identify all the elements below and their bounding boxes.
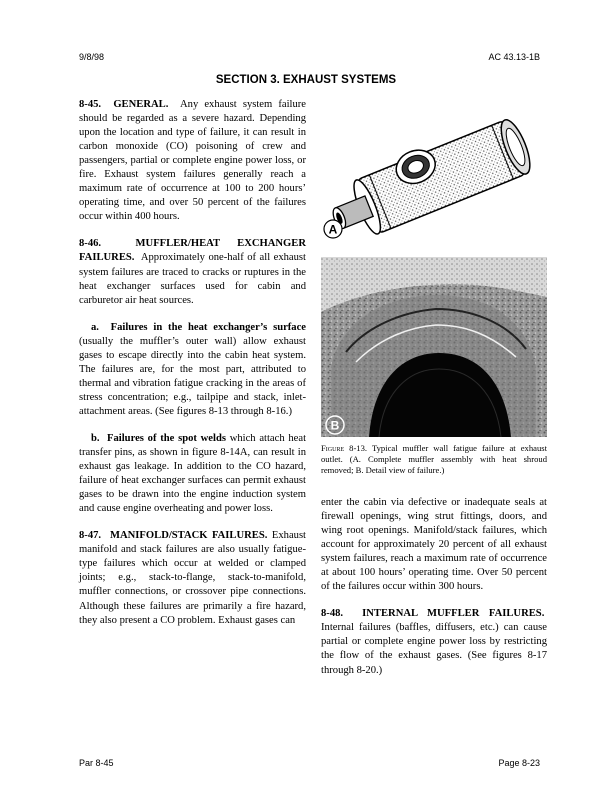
figure-label-a: A <box>328 222 338 237</box>
subpar-heading: Failures of the spot welds <box>107 432 226 444</box>
paragraph-8-45 <box>79 98 306 224</box>
par-text: Any exhaust system failure should be regarded as a severe hazard. Depending upon the location and type of failure, it can result in carbon monoxide (CO) poisoning of crew and passengers, partial or complete engine power loss, or fire. Exhaust system failures generally reach a maximum rate of occurrence at 100 to 200 hours’ operating time, and over 50 percent of the failures occur within 400 hours. <box>79 99 307 223</box>
footer-page-number: Page 8-23 <box>498 758 540 768</box>
caption-text: Typical muffler wall fatigue failure at exhaust outlet. (A. Complete muffler assembly with heat shroud removed; B. Detail view of failure.) <box>321 443 547 476</box>
par-heading: INTERNAL MUFFLER FAILURES. <box>362 608 545 620</box>
subpar-label: a. <box>91 321 99 333</box>
subpar-text: (usually the muffler’s outer wall) allow exhaust gases to escape directly into the cabin heat system. The failures are, for the most part, attributed to thermal and vibration fatigue cracking in the areas of stress concentration; e.g., tailpipe and stack, inlet-attachment areas. (See figures 8-13 through 8-16.) <box>79 335 306 417</box>
header-doc-id: AC 43.13-1B <box>488 52 540 62</box>
paragraph-8-47 <box>79 529 306 627</box>
par-number: 8-46. <box>79 238 102 250</box>
subpar-label: b. <box>91 432 100 444</box>
par-heading: GENERAL. <box>113 99 169 110</box>
figure-8-13-b <box>321 257 547 437</box>
par-text: Approximately one-half of all exhaust system failures are traced to cracks or ruptures in the heat exchanger surfaces used for cabin and carburetor air heat sources. <box>79 252 306 306</box>
section-title: SECTION 3. EXHAUST SYSTEMS <box>215 74 397 86</box>
caption-label: Figure 8-13. <box>321 443 368 453</box>
par-heading: MANIFOLD/STACK FAILURES. <box>110 530 268 542</box>
par-number: 8-48. <box>321 608 344 620</box>
paragraph-8-48 <box>321 607 547 677</box>
right-column <box>321 496 547 691</box>
par-text: enter the cabin via defective or inadequate seals at firewall openings, wing strut fittings, doors, and wing root openings. Manifold/stack failures, which account for approximately 20 percent of all exhaust system failures, reach a maximum rate of occurrence at about 100 hours’ operating time. Over 50 percent of the failures occur within 300 hours. <box>321 497 547 593</box>
par-heading: MUFFLER/HEAT EXCHANGER FAILURES. <box>79 238 307 264</box>
par-text: Exhaust manifold and stack failures are also usually fatigue-type failures which occur at welded or clamped joints; e.g., stack-to-flange, stack-to-manifold, muffler connections, or crossover pipe connections. Although these failures are primarily a fire hazard, they also present a CO problem. Exhaust gases can <box>79 530 307 626</box>
figure-label-b: B <box>330 418 340 433</box>
par-number: 8-45. <box>79 99 102 110</box>
muffler-failure-detail-photo <box>321 257 547 437</box>
par-number: 8-47. <box>79 530 102 542</box>
subparagraph-b <box>79 432 306 516</box>
paragraph-8-46 <box>79 237 306 307</box>
subparagraph-a <box>79 321 306 419</box>
figure-caption <box>321 443 547 477</box>
subpar-heading: Failures in the heat exchanger’s surface <box>110 321 307 333</box>
muffler-assembly-drawing <box>321 96 547 254</box>
subpar-text: which attach heat transfer pins, as shown in figure 8-14A, can result in exhaust gas leakage. In addition to the CO hazard, failure of heat exchanger surfaces can permit exhaust gases to be drawn into the engine induction system and cause engine overheating and power loss. <box>79 432 307 515</box>
paragraph-8-47-continued <box>321 496 547 594</box>
left-column <box>79 98 306 641</box>
footer-paragraph-ref: Par 8-45 <box>79 758 114 768</box>
figure-8-13-a <box>321 96 547 254</box>
header-date: 9/8/98 <box>79 52 105 62</box>
par-text: Internal failures (baffles, diffusers, etc.) can cause partial or complete engine power loss by restricting the flow of the exhaust gases. (See figures 8-17 through 8-20.) <box>321 622 547 676</box>
